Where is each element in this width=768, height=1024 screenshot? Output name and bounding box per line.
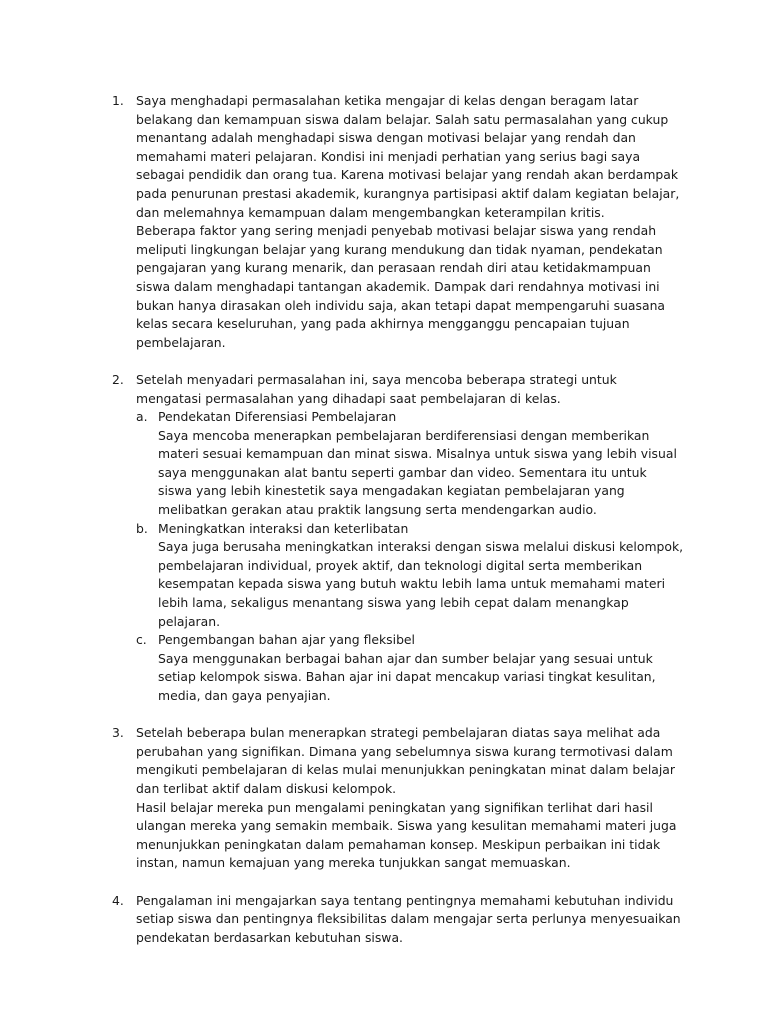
- sub-item-body: Saya juga berusaha meningkatkan interaksi dengan siswa melalui diskusi kelompok, pembelajaran individual, proyek aktif, dan teknologi digital serta memberikan kesempatan kepada siswa yang butuh waktu lebih lama untuk memahami materi lebih lama, sekaligus menantang siswa yang lebih cepat dalam menangkap pelajaran.: [158, 539, 684, 629]
- sub-item-letter: a.: [136, 409, 148, 425]
- item-number: 1.: [112, 93, 124, 108]
- sub-item-title: Meningkatkan interaksi dan keterlibatan: [158, 520, 409, 536]
- list-item-3: [0, 724, 768, 873]
- item-number: 2.: [112, 371, 124, 387]
- sub-item-title: Pendekatan Diferensiasi Pembelajaran: [158, 409, 397, 425]
- sub-item-letter: c.: [136, 632, 147, 648]
- sub-item-body: Saya mencoba menerapkan pembelajaran berdiferensiasi dengan memberikan materi sesuai kemampuan dan minat siswa. Misalnya untuk siswa yang lebih visual saya menggunakan alat bantu seperti gambar dan video. Sementara itu untuk siswa yang lebih kinestetik saya mengadakan kegiatan pembelajaran yang melibatkan gerakan atau praktik langsung serta mendengarkan audio.: [158, 427, 677, 518]
- paragraph: Saya menghadapi permasalahan ketika mengajar di kelas dengan beragam latar belakang dan kemampuan siswa dalam belajar. Salah satu permasalahan yang cukup menantang adalah menghadapi siswa dengan motivasi belajar yang rendah dan memahami materi pelajaran. Kondisi ini menjadi perhatian yang serius bagi saya sebagai pendidik dan orang tua. Karena motivasi belajar yang rendah akan berdampak pada penurunan prestasi akademik, kurangnya partisipasi aktif dalam kegiatan belajar, dan melemahnya kemampuan dalam mengembangkan keterampilan kritis.: [136, 93, 680, 220]
- sub-item-body: Saya menggunakan berbagai bahan ajar dan sumber belajar yang sesuai untuk setiap kelompok siswa. Bahan ajar ini dapat mencakup variasi tingkat kesulitan, media, dan gaya penyajian.: [158, 650, 656, 703]
- list-item-1: [0, 92, 768, 352]
- sub-item-a: [136, 408, 684, 520]
- list-item-4: [0, 892, 768, 948]
- paragraph: Beberapa faktor yang sering menjadi penyebab motivasi belajar siswa yang rendah meliputi lingkungan belajar yang kurang mendukung dan tidak nyaman, pendekatan pengajaran yang kurang menarik, dan perasaan rendah diri atau ketidakmampuan siswa dalam menghadapi tantangan akademik. Dampak dari rendahnya motivasi ini bukan hanya dirasakan oleh individu saja, akan tetapi dapat mempengaruhi suasana kelas secara keseluruhan, yang pada akhirnya mengganggu pencapaian tujuan pembelajaran.: [136, 223, 666, 350]
- document-page: [0, 92, 768, 947]
- sub-item-c: [136, 631, 684, 705]
- sub-item-title: Pengembangan bahan ajar yang fleksibel: [158, 632, 415, 648]
- item-number: 4.: [112, 892, 124, 908]
- sub-item-b: [136, 520, 684, 632]
- paragraph: Setelah beberapa bulan menerapkan strategi pembelajaran diatas saya melihat ada perubahan yang signifikan. Dimana yang sebelumnya siswa kurang termotivasi dalam mengikuti pembelajaran di kelas mulai menunjukkan peningkatan minat dalam belajar dan terlibat aktif dalam diskusi kelompok.: [136, 725, 675, 796]
- sub-item-letter: b.: [136, 520, 148, 536]
- paragraph: Pengalaman ini mengajarkan saya tentang pentingnya memahami kebutuhan individu setiap siswa dan pentingnya fleksibilitas dalam mengajar serta perlunya menyesuaikan pendekatan berdasarkan kebutuhan siswa.: [136, 892, 681, 945]
- paragraph: Hasil belajar mereka pun mengalami peningkatan yang signifikan terlihat dari hasil ulangan mereka yang semakin membaik. Siswa yang kesulitan memahami materi juga menunjukkan peningkatan dalam pemahaman konsep. Meskipun perbaikan ini tidak instan, namun kemajuan yang mereka tunjukkan sangat memuaskan.: [136, 799, 677, 871]
- paragraph: Setelah menyadari permasalahan ini, saya mencoba beberapa strategi untuk mengatasi permasalahan yang dihadapi saat pembelajaran di kelas.: [136, 371, 617, 406]
- list-item-2: [0, 371, 768, 706]
- item-number: 3.: [112, 725, 124, 741]
